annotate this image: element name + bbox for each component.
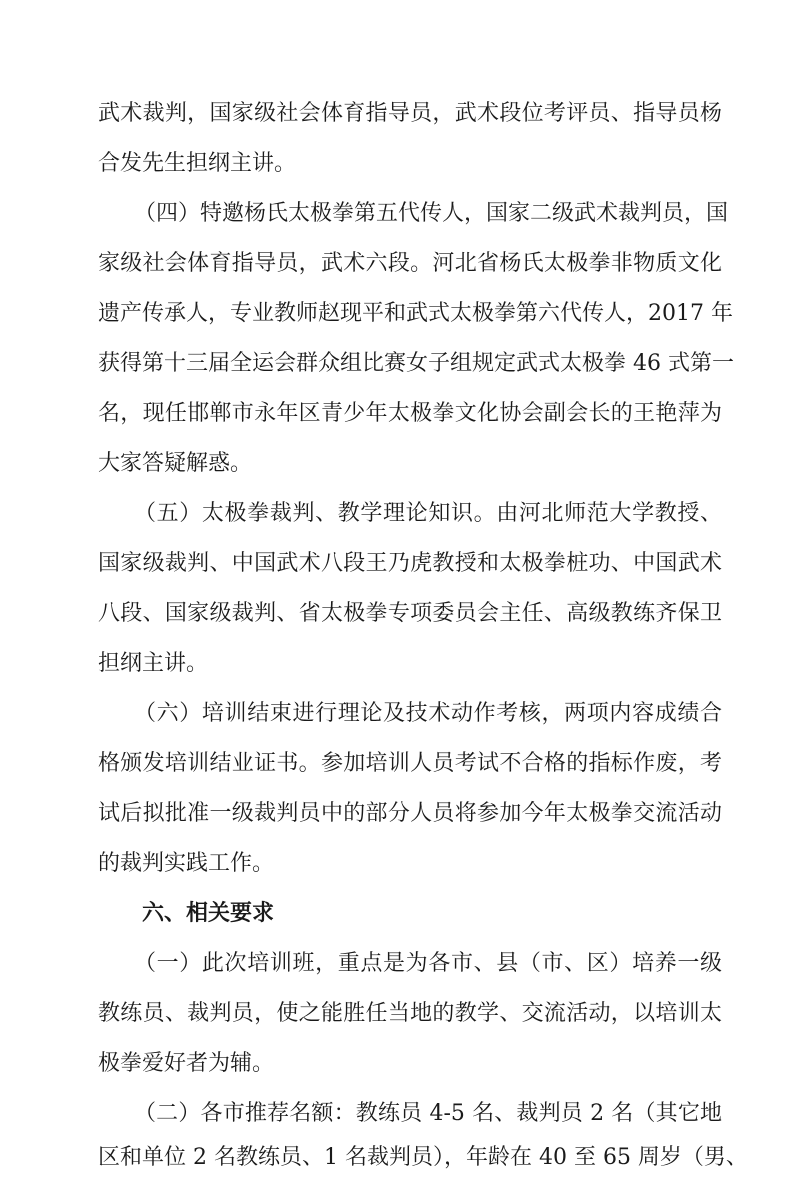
- text-line: 获得第十三届全运会群众组比赛女子组规定武式太极拳 46 式第一: [98, 351, 734, 376]
- text-line: 遗产传承人，专业教师赵现平和武式太极拳第六代传人，2017 年: [98, 301, 733, 326]
- text-line: 格颁发培训结业证书。参加培训人员考试不合格的指标作废，考: [98, 751, 722, 776]
- text-line: 国家级裁判、中国武术八段王乃虎教授和太极拳桩功、中国武术: [98, 551, 722, 576]
- text-line: 试后拟批准一级裁判员中的部分人员将参加今年太极拳交流活动: [98, 801, 722, 826]
- text-line: 教练员、裁判员，使之能胜任当地的教学、交流活动，以培训太: [98, 1001, 722, 1026]
- text-line: （五）太极拳裁判、教学理论知识。由河北师范大学教授、: [134, 501, 722, 526]
- text-line: 名，现任邯郸市永年区青少年太极拳文化协会副会长的王艳萍为: [98, 401, 722, 426]
- text-line: （一）此次培训班，重点是为各市、县（市、区）培养一级: [134, 951, 722, 976]
- section-heading: 六、相关要求: [142, 901, 275, 926]
- text-line: 武术裁判，国家级社会体育指导员，武术段位考评员、指导员杨: [98, 101, 722, 126]
- text-line: 家级社会体育指导员，武术六段。河北省杨氏太极拳非物质文化: [98, 251, 722, 276]
- text-line: （二）各市推荐名额：教练员 4-5 名、裁判员 2 名（其它地: [134, 1101, 722, 1126]
- text-line: 区和单位 2 名教练员、1 名裁判员），年龄在 40 至 65 周岁（男、: [98, 1145, 748, 1170]
- text-line: 大家答疑解惑。: [98, 451, 253, 476]
- text-line: 合发先生担纲主讲。: [98, 151, 297, 176]
- text-line: 的裁判实践工作。: [98, 851, 275, 876]
- text-line: （四）特邀杨氏太极拳第五代传人，国家二级武术裁判员，国: [134, 201, 729, 226]
- text-line: 担纲主讲。: [98, 651, 209, 676]
- text-line: 八段、国家级裁判、省太极拳专项委员会主任、高级教练齐保卫: [98, 601, 722, 626]
- text-line: 极拳爱好者为辅。: [98, 1051, 275, 1076]
- text-line: （六）培训结束进行理论及技术动作考核，两项内容成绩合: [134, 701, 722, 726]
